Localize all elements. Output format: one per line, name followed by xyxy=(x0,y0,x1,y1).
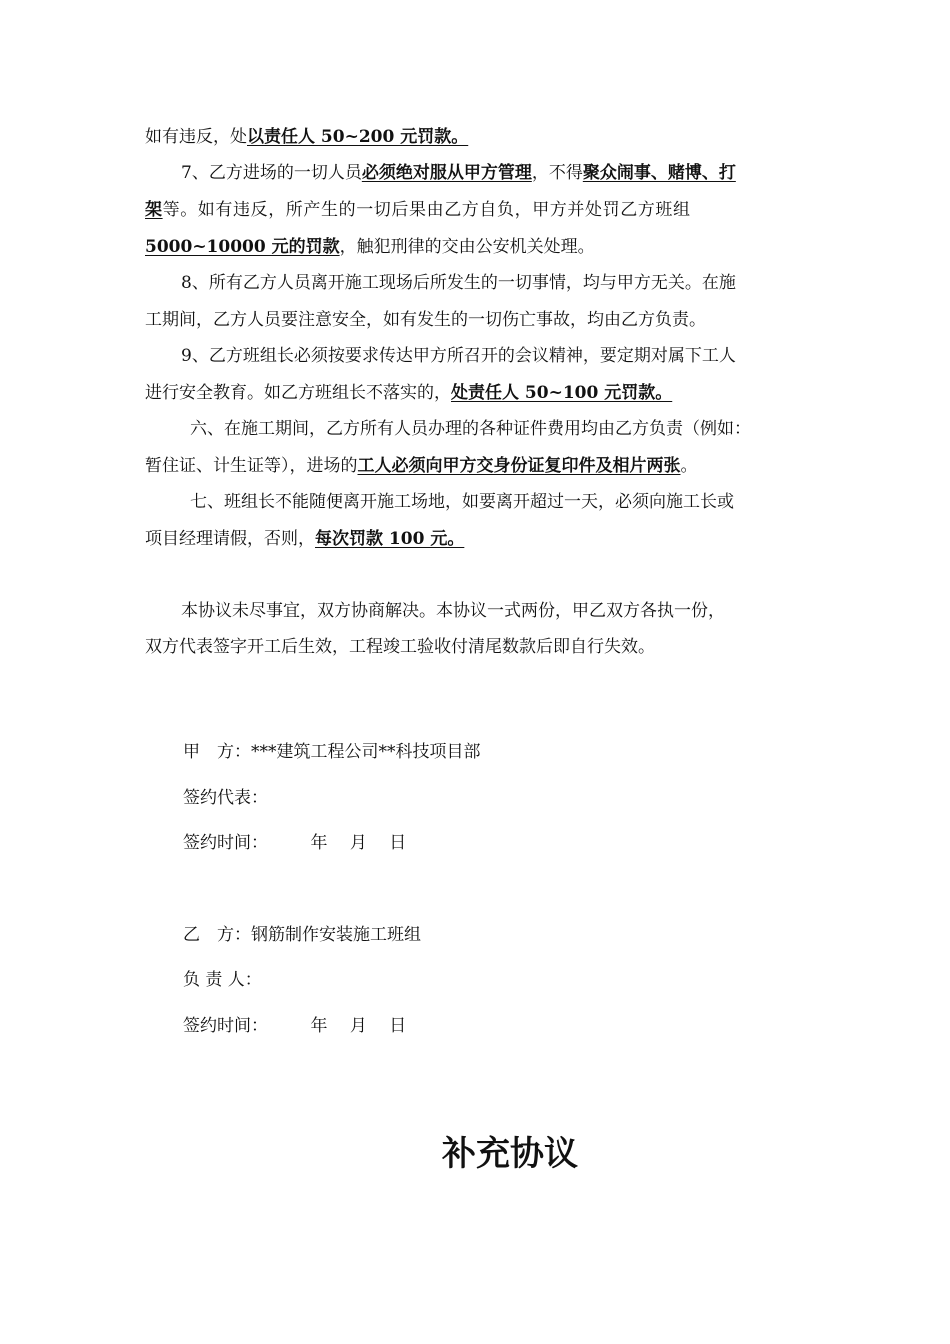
penalty-text: 每次罚款 100 元。 xyxy=(315,529,465,549)
closing-line-1: 本协议未尽事宜，双方协商解决。本协议一式两份，甲乙双方各执一份， xyxy=(181,601,725,621)
clause-7-line-2: 架等。如有违反，所产生的一切后果由乙方自负，甲方并处罚乙方班组 xyxy=(145,200,691,220)
supplementary-agreement-title: 补充协议 xyxy=(442,1134,578,1174)
party-b-rep-label: 负 责 人： xyxy=(183,970,262,990)
penalty-text: 5000~10000 元的罚款 xyxy=(145,237,340,257)
clause-7-line-1: 7、乙方进场的一切人员必须绝对服从甲方管理，不得聚众闹事、赌博、打 xyxy=(181,163,736,183)
clause-8-line-1: 8、所有乙方人员离开施工现场后所发生的一切事情，均与甲方无关。在施 xyxy=(181,273,736,293)
party-a-sign-date: 签约时间： 年 月 日 xyxy=(183,833,407,853)
clause-7-line-3: 5000~10000 元的罚款，触犯刑律的交由公安机关处理。 xyxy=(145,237,595,257)
section-7-line-1: 七、班组长不能随便离开施工场地，如要离开超过一天，必须向施工长或 xyxy=(190,492,734,512)
clause-9-line-1: 9、乙方班组长必须按要求传达甲方所召开的会议精神，要定期对属下工人 xyxy=(181,346,736,366)
closing-line-2: 双方代表签字开工后生效，工程竣工验收付清尾数款后即自行失效。 xyxy=(145,637,655,657)
penalty-text: 以责任人 50~200 元罚款。 xyxy=(247,127,469,147)
party-b-name: 乙 方：钢筋制作安装施工班组 xyxy=(183,925,421,945)
party-a-name: 甲 方：***建筑工程公司**科技项目部 xyxy=(183,742,481,762)
section-6-line-2: 暂住证、计生证等），进场的工人必须向甲方交身份证复印件及相片两张。 xyxy=(145,456,698,476)
party-a-rep-label: 签约代表： xyxy=(183,788,268,808)
clause-9-line-2: 进行安全教育。如乙方班组长不落实的，处责任人 50~100 元罚款。 xyxy=(145,383,673,403)
section-6-line-1: 六、在施工期间，乙方所有人员办理的各种证件费用均由乙方负责（例如： xyxy=(190,419,751,439)
clause-6-tail: 如有违反，处以责任人 50~200 元罚款。 xyxy=(145,127,469,147)
penalty-text: 处责任人 50~100 元罚款。 xyxy=(451,383,673,403)
party-b-sign-date: 签约时间： 年 月 日 xyxy=(183,1016,407,1036)
clause-8-line-2: 工期间，乙方人员要注意安全，如有发生的一切伤亡事故，均由乙方负责。 xyxy=(145,310,706,330)
section-7-line-2: 项目经理请假，否则，每次罚款 100 元。 xyxy=(145,529,465,549)
